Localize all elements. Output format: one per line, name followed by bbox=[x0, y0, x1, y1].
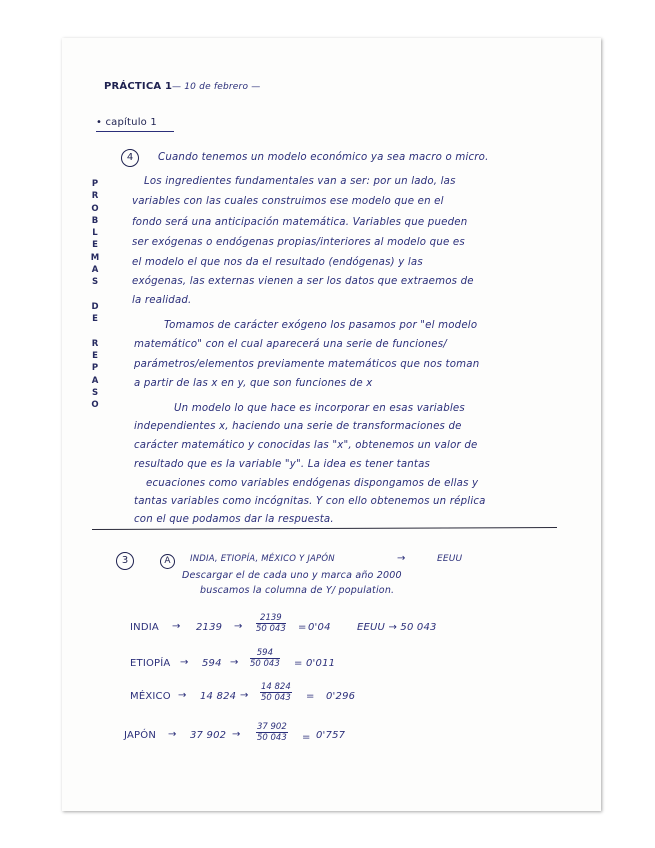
sidebar-vertical-text bbox=[89, 178, 101, 412]
row-etiopia-result: 0'011 bbox=[306, 658, 336, 669]
chapter-underline bbox=[96, 131, 174, 132]
section-3-number: 3 bbox=[116, 552, 134, 570]
sidebar-letter: R bbox=[91, 191, 99, 202]
row-india-arrow-1: → bbox=[172, 621, 181, 632]
section-3-part: A bbox=[160, 554, 175, 569]
sidebar-letter: A bbox=[91, 375, 99, 386]
s4-line-10: matemático" con el cual aparecerá una serie de funciones/ bbox=[134, 339, 447, 350]
sidebar-letter: P bbox=[91, 363, 99, 374]
s4-line-14: independientes x, haciendo una serie de transformaciones de bbox=[134, 421, 462, 432]
s4-line-3: variables con las cuales construimos ese modelo que en el bbox=[132, 196, 444, 207]
row-india-num: 2139 bbox=[256, 613, 286, 624]
row-india-value: 2139 bbox=[196, 622, 223, 633]
row-india-country: INDIA bbox=[130, 622, 159, 633]
sidebar-letter: S bbox=[91, 388, 99, 399]
s3-instruction-1: Descargar el de cada uno y marca año 2000 bbox=[182, 570, 402, 581]
sidebar-letter: E bbox=[92, 351, 98, 362]
row-japon-arrow-1: → bbox=[168, 729, 177, 740]
row-mexico-equals: = bbox=[306, 691, 315, 702]
sidebar-letter: D bbox=[91, 301, 99, 312]
sidebar-letter: L bbox=[92, 228, 98, 239]
row-india-extra: EEUU → 50 043 bbox=[357, 622, 437, 633]
row-mexico-country: MÉXICO bbox=[130, 691, 171, 702]
row-etiopia-num: 594 bbox=[250, 648, 280, 659]
row-japon-den: 50 043 bbox=[257, 733, 287, 743]
row-india-fraction bbox=[256, 613, 286, 634]
s3-heading-target: EEUU bbox=[437, 554, 463, 564]
row-japon-num: 37 902 bbox=[257, 722, 287, 732]
s4-line-15: carácter matemático y conocidas las "x", obtenemos un valor de bbox=[134, 440, 478, 451]
row-mexico-den: 50 043 bbox=[261, 693, 291, 703]
row-mexico-arrow-2: → bbox=[240, 690, 249, 701]
row-india-arrow-2: → bbox=[234, 621, 243, 632]
row-india-den: 50 043 bbox=[256, 624, 286, 634]
row-etiopia-den: 50 043 bbox=[250, 659, 280, 669]
s4-line-7: exógenas, las externas vienen a ser los datos que extraemos de bbox=[132, 276, 474, 287]
s4-line-9: Tomamos de carácter exógeno los pasamos por "el modelo bbox=[164, 320, 478, 331]
s4-line-1: Cuando tenemos un modelo económico ya sea macro o micro. bbox=[158, 152, 489, 163]
page-date: — 10 de febrero — bbox=[172, 82, 261, 92]
sidebar-letter: A bbox=[91, 265, 99, 276]
s4-line-17: ecuaciones como variables endógenas dispongamos de ellas y bbox=[146, 478, 479, 489]
row-etiopia-arrow-1: → bbox=[180, 657, 189, 668]
sidebar-letter: B bbox=[91, 215, 99, 226]
notebook-page bbox=[62, 38, 601, 811]
sidebar-letter bbox=[89, 289, 101, 301]
sidebar-letter bbox=[89, 326, 101, 338]
s3-instruction-2: buscamos la columna de Y/ population. bbox=[200, 585, 395, 596]
row-mexico-result: 0'296 bbox=[326, 691, 356, 702]
row-mexico-fraction bbox=[260, 682, 292, 703]
row-india-equals: = bbox=[298, 622, 307, 633]
sidebar-letter: S bbox=[91, 277, 99, 288]
s4-line-19: con el que podamos dar la respuesta. bbox=[134, 514, 334, 525]
s4-line-13: Un modelo lo que hace es incorporar en esas variables bbox=[174, 403, 465, 414]
sidebar-letter: O bbox=[91, 203, 99, 214]
s4-line-5: ser exógenas o endógenas propias/interiores al modelo que es bbox=[132, 237, 465, 248]
row-mexico-value: 14 824 bbox=[200, 691, 237, 702]
row-japon-arrow-2: → bbox=[232, 729, 241, 740]
sidebar-letter: O bbox=[91, 400, 99, 411]
row-india-result: 0'04 bbox=[308, 622, 331, 633]
row-etiopia-arrow-2: → bbox=[230, 657, 239, 668]
s4-line-4: fondo será una anticipación matemática. Variables que pueden bbox=[132, 217, 468, 228]
section-4-number: 4 bbox=[121, 149, 139, 167]
sidebar-letter: R bbox=[91, 338, 99, 349]
chapter-heading: • capítulo 1 bbox=[96, 117, 157, 128]
row-japon-value: 37 902 bbox=[190, 730, 227, 741]
row-mexico-arrow-1: → bbox=[178, 690, 187, 701]
sidebar-letter: E bbox=[92, 314, 98, 325]
s4-line-12: a partir de las x en y, que son funciones de x bbox=[134, 378, 373, 389]
s4-line-6: el modelo el que nos da el resultado (endógenas) y las bbox=[132, 257, 423, 268]
sidebar-letter: P bbox=[91, 179, 99, 189]
row-etiopia-country: ETIOPÍA bbox=[130, 658, 171, 669]
s4-line-11: parámetros/elementos previamente matemáticos que nos toman bbox=[134, 359, 480, 370]
sidebar-letter: E bbox=[92, 240, 98, 251]
sidebar-letter: M bbox=[90, 252, 100, 263]
row-mexico-num: 14 824 bbox=[261, 682, 291, 692]
s3-heading-arrow: → bbox=[397, 553, 406, 564]
row-etiopia-fraction bbox=[250, 648, 280, 669]
s4-line-8: la realidad. bbox=[132, 295, 192, 306]
s4-line-2: Los ingredientes fundamentales van a ser: por un lado, las bbox=[144, 176, 456, 187]
row-japon-equals: = bbox=[302, 732, 311, 743]
row-japon-country: JAPÓN bbox=[124, 730, 156, 741]
row-etiopia-equals: = bbox=[294, 658, 303, 669]
row-japon-fraction bbox=[256, 722, 288, 743]
s4-line-18: tantas variables como incógnitas. Y con ello obtenemos un réplica bbox=[134, 496, 486, 507]
section-divider bbox=[92, 527, 557, 530]
page-title: PRÁCTICA 1 bbox=[104, 81, 173, 92]
row-etiopia-value: 594 bbox=[202, 658, 222, 669]
row-japon-result: 0'757 bbox=[316, 730, 346, 741]
s3-heading: INDIA, ETIOPÍA, MÉXICO Y JAPÓN bbox=[190, 554, 335, 564]
s4-line-16: resultado que es la variable "y". La idea es tener tantas bbox=[134, 459, 431, 470]
